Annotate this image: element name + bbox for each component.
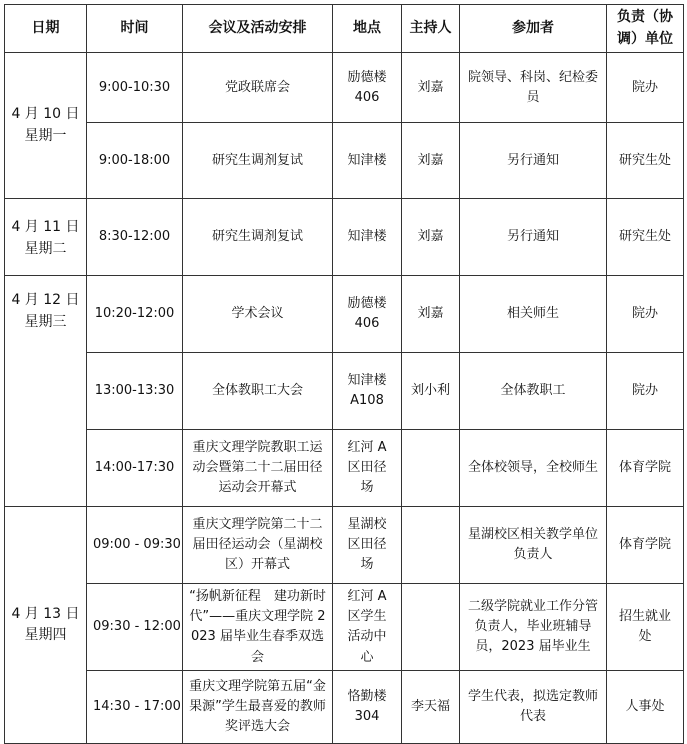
date-cell: 4 月 13 日 星期四 bbox=[5, 507, 87, 744]
header-attendees: 参加者 bbox=[460, 5, 607, 53]
attendees-cell: 全体教职工 bbox=[460, 353, 607, 430]
header-unit: 负责（协调）单位 bbox=[607, 5, 684, 53]
unit-cell: 研究生处 bbox=[607, 123, 684, 199]
event-cell: 党政联席会 bbox=[183, 53, 333, 123]
unit-cell: 体育学院 bbox=[607, 507, 684, 584]
event-cell: “扬帆新征程 建功新时代”——重庆文理学院 2023 届毕业生春季双选会 bbox=[183, 584, 333, 671]
table-row bbox=[5, 584, 684, 671]
host-cell: 刘嘉 bbox=[402, 53, 460, 123]
unit-cell: 研究生处 bbox=[607, 199, 684, 276]
event-cell: 研究生调剂复试 bbox=[183, 123, 333, 199]
host-cell: 刘嘉 bbox=[402, 123, 460, 199]
attendees-cell: 学生代表，拟选定教师代表 bbox=[460, 671, 607, 744]
table-row bbox=[5, 53, 684, 123]
event-cell: 重庆文理学院第五届“金果源”学生最喜爱的教师奖评选大会 bbox=[183, 671, 333, 744]
attendees-cell: 相关师生 bbox=[460, 276, 607, 353]
location-cell: 知津楼 A108 bbox=[333, 353, 402, 430]
time-cell: 10:20-12:00 bbox=[87, 276, 183, 353]
unit-cell: 院办 bbox=[607, 276, 684, 353]
event-cell: 重庆文理学院教职工运动会暨第二十二届田径运动会开幕式 bbox=[183, 430, 333, 507]
table-row bbox=[5, 123, 684, 199]
header-event: 会议及活动安排 bbox=[183, 5, 333, 53]
time-cell: 9:00-18:00 bbox=[87, 123, 183, 199]
header-time: 时间 bbox=[87, 5, 183, 53]
unit-cell: 体育学院 bbox=[607, 430, 684, 507]
header-date: 日期 bbox=[5, 5, 87, 53]
event-cell: 学术会议 bbox=[183, 276, 333, 353]
location-cell: 星湖校 区田径 场 bbox=[333, 507, 402, 584]
attendees-cell: 另行通知 bbox=[460, 199, 607, 276]
unit-cell: 院办 bbox=[607, 353, 684, 430]
table-row bbox=[5, 671, 684, 744]
time-cell: 13:00-13:30 bbox=[87, 353, 183, 430]
attendees-cell: 另行通知 bbox=[460, 123, 607, 199]
time-cell: 09:30 - 12:00 bbox=[87, 584, 183, 671]
unit-cell: 招生就业处 bbox=[607, 584, 684, 671]
host-cell: 李天福 bbox=[402, 671, 460, 744]
location-cell: 红河 A 区田径 场 bbox=[333, 430, 402, 507]
host-cell bbox=[402, 430, 460, 507]
location-cell: 红河 A 区学生 活动中 心 bbox=[333, 584, 402, 671]
host-cell: 刘小利 bbox=[402, 353, 460, 430]
unit-cell: 人事处 bbox=[607, 671, 684, 744]
time-cell: 09:00 - 09:30 bbox=[87, 507, 183, 584]
time-cell: 14:00-17:30 bbox=[87, 430, 183, 507]
location-cell: 励德楼 406 bbox=[333, 276, 402, 353]
event-cell: 全体教职工大会 bbox=[183, 353, 333, 430]
attendees-cell: 院领导、科岗、纪检委员 bbox=[460, 53, 607, 123]
schedule-table bbox=[4, 4, 684, 744]
table-row bbox=[5, 353, 684, 430]
date-cell: 4 月 12 日 星期三 bbox=[5, 276, 87, 507]
location-cell: 知津楼 bbox=[333, 199, 402, 276]
time-cell: 14:30 - 17:00 bbox=[87, 671, 183, 744]
host-cell: 刘嘉 bbox=[402, 276, 460, 353]
table-row bbox=[5, 276, 684, 353]
time-cell: 9:00-10:30 bbox=[87, 53, 183, 123]
table-row bbox=[5, 199, 684, 276]
date-cell: 4 月 10 日 星期一 bbox=[5, 53, 87, 199]
host-cell bbox=[402, 584, 460, 671]
event-cell: 重庆文理学院第二十二届田径运动会（星湖校区）开幕式 bbox=[183, 507, 333, 584]
header-host: 主持人 bbox=[402, 5, 460, 53]
location-cell: 恪勤楼 304 bbox=[333, 671, 402, 744]
header-row bbox=[5, 5, 684, 53]
host-cell bbox=[402, 507, 460, 584]
table-row bbox=[5, 507, 684, 584]
table-row bbox=[5, 430, 684, 507]
attendees-cell: 二级学院就业工作分管负责人，毕业班辅导员，2023 届毕业生 bbox=[460, 584, 607, 671]
host-cell: 刘嘉 bbox=[402, 199, 460, 276]
date-cell: 4 月 11 日 星期二 bbox=[5, 199, 87, 276]
location-cell: 励德楼 406 bbox=[333, 53, 402, 123]
unit-cell: 院办 bbox=[607, 53, 684, 123]
location-cell: 知津楼 bbox=[333, 123, 402, 199]
header-location: 地点 bbox=[333, 5, 402, 53]
attendees-cell: 全体校领导，全校师生 bbox=[460, 430, 607, 507]
attendees-cell: 星湖校区相关教学单位负责人 bbox=[460, 507, 607, 584]
time-cell: 8:30-12:00 bbox=[87, 199, 183, 276]
event-cell: 研究生调剂复试 bbox=[183, 199, 333, 276]
